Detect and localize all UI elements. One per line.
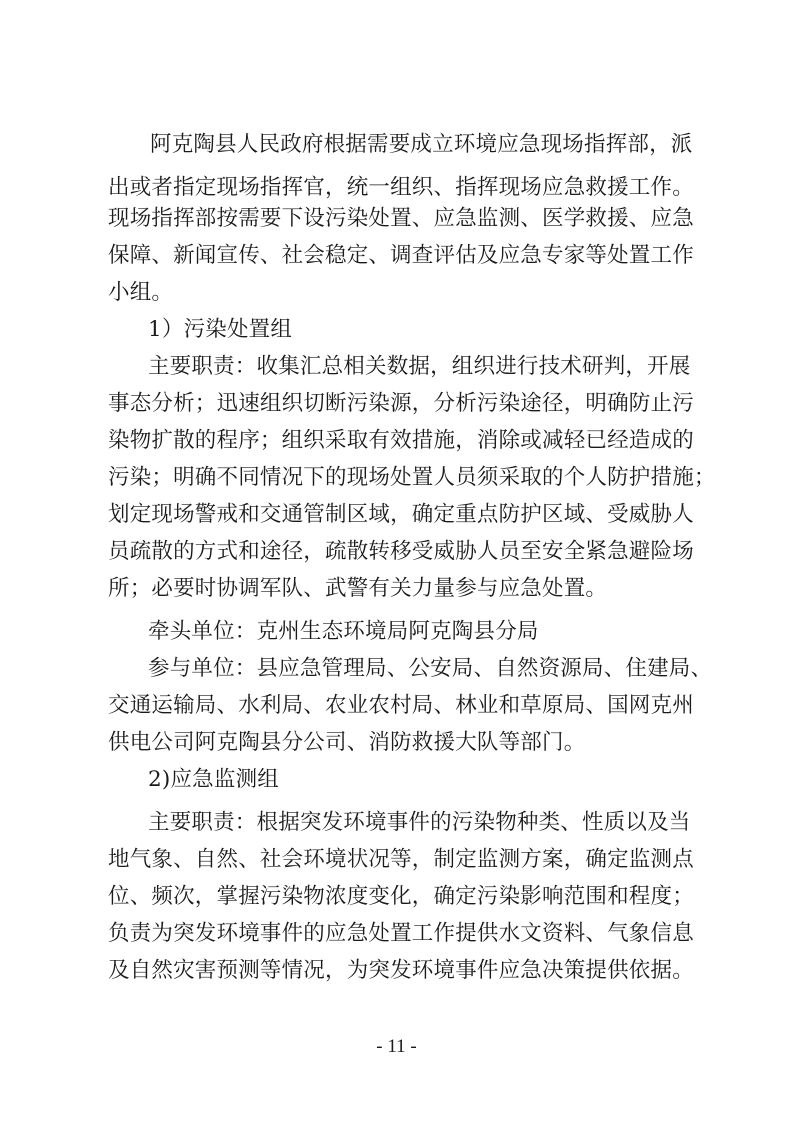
group1-duties-line-1: 主要职责：收集汇总相关数据，组织进行技术研判，开展 (148, 354, 691, 379)
intro-line-4: 保障、新闻宣传、社会稳定、调查评估及应急专家等处置工作 (108, 243, 694, 268)
group1-heading: 1）污染处置组 (148, 317, 293, 342)
group1-duties-line-7: 所；必要时协调军队、武警有关力量参与应急处置。 (108, 576, 608, 601)
intro-line-1: 阿克陶县人民政府根据需要成立环境应急现场指挥部，派 (150, 132, 693, 157)
group2-duties-line-2: 地气象、自然、社会环境状况等，制定监测方案，确定监测点 (108, 847, 694, 872)
group1-duties-line-6: 员疏散的方式和途径，疏散转移受威胁人员至安全紧急避险场 (108, 539, 694, 564)
group2-heading: 2)应急监测组 (148, 767, 279, 792)
group2-duties-line-3: 位、频次，掌握污染物浓度变化，确定污染影响范围和程度； (108, 884, 694, 909)
group2-duties-line-5: 及自然灾害预测等情况，为突发环境事件应急决策提供依据。 (108, 958, 694, 983)
group1-duties-line-3: 染物扩散的程序；组织采取有效措施，消除或减轻已经造成的 (108, 428, 694, 453)
group1-duties-line-2: 事态分析；迅速组织切断污染源，分析污染途径，明确防止污 (108, 391, 694, 416)
group1-lead: 牵头单位：克州生态环境局阿克陶县分局 (148, 619, 539, 644)
group1-duties-line-5: 划定现场警戒和交通管制区域，确定重点防护区域、受威胁人 (108, 502, 694, 527)
group2-duties-line-1: 主要职责：根据突发环境事件的污染物种类、性质以及当 (148, 810, 691, 835)
intro-line-2: 出或者指定现场指挥官，统一组织、指挥现场应急救援工作。 (108, 175, 694, 200)
intro-line-3: 现场指挥部按需要下设污染处置、应急监测、医学救援、应急 (108, 206, 694, 231)
group1-participants-line-3: 供电公司阿克陶县分公司、消防救援大队等部门。 (108, 730, 586, 755)
intro-line-5: 小组。 (108, 280, 174, 305)
group1-duties-line-4: 污染；明确不同情况下的现场处置人员须采取的个人防护措施； (108, 465, 716, 490)
group2-duties-line-4: 负责为突发环境事件的应急处置工作提供水文资料、气象信息 (108, 921, 694, 946)
group1-participants-line-2: 交通运输局、水利局、农业农村局、林业和草原局、国网克州 (108, 693, 694, 718)
group1-participants-line-1: 参与单位：县应急管理局、公安局、自然资源局、住建局、 (148, 656, 713, 681)
page-number: - 11 - (376, 1036, 417, 1057)
